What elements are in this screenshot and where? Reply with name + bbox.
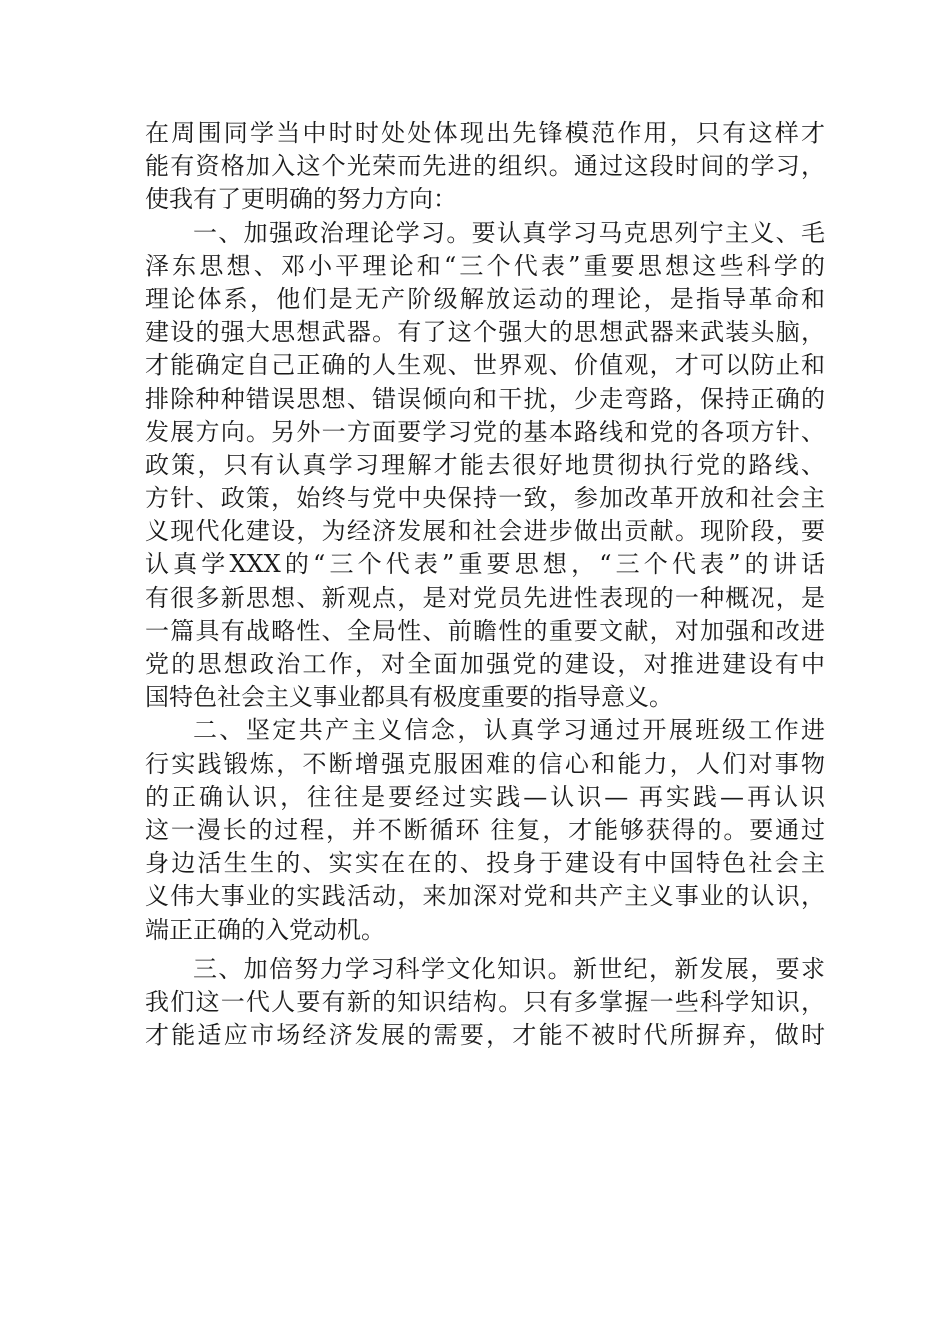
- paragraph-science-culture: [145, 953, 825, 1053]
- text-line: 泽东思想、邓小平理论和“三个代表”重要思想这些科学的: [145, 251, 825, 280]
- text-line: 发展方向。另外一方面要学习党的基本路线和党的各项方针、: [145, 417, 825, 446]
- text-line: 国特色社会主义事业都具有极度重要的指导意义。: [145, 683, 673, 712]
- text-line: 一篇具有战略性、全局性、前瞻性的重要文献，对加强和改进: [145, 616, 825, 645]
- text-line: 一、加强政治理论学习。要认真学习马克思列宁主义、毛: [193, 218, 825, 247]
- text-line: 二、坚定共产主义信念，认真学习通过开展班级工作进: [193, 716, 825, 745]
- text-line: 才能适应市场经济发展的需要，才能不被时代所摒弃，做时: [145, 1021, 825, 1050]
- text-line: 党的思想政治工作，对全面加强党的建设，对推进建设有中: [145, 650, 825, 678]
- text-line: 身边活生生的、实实在在的、投身于建设有中国特色社会主: [145, 849, 825, 878]
- text-line: 这一漫长的过程，并不断循环 往复，才能够获得的。要通过: [145, 815, 825, 844]
- text-line: 认真学XXX的“三个代表”重要思想，“三个代表”的讲话: [145, 550, 825, 579]
- text-line: 政策，只有认真学习理解才能去很好地贯彻执行党的路线、: [145, 450, 825, 479]
- text-line: 义伟大事业的实践活动，来加深对党和共产主义事业的认识，: [145, 882, 825, 911]
- text-line: 方针、政策，始终与党中央保持一致，参加改革开放和社会主: [145, 484, 825, 513]
- document-body: [145, 117, 825, 1052]
- text-line: 义现代化建设，为经济发展和社会进步做出贡献。现阶段，要: [145, 517, 825, 546]
- text-line: 理论体系，他们是无产阶级解放运动的理论，是指导革命和: [145, 284, 825, 313]
- paragraph-political-theory: [145, 217, 825, 715]
- text-line: 才能确定自己正确的人生观、世界观、价值观，才可以防止和: [145, 351, 825, 380]
- text-line: 排除种种错误思想、错误倾向和干扰，少走弯路，保持正确的: [145, 384, 825, 413]
- text-line: 在周围同学当中时时处处体现出先锋模范作用，只有这样才: [145, 119, 825, 147]
- paragraph-intro: [145, 117, 825, 217]
- paragraph-communist-belief: [145, 714, 825, 946]
- text-line: 有很多新思想、新观点，是对党员先进性表现的一种概况，是: [145, 583, 825, 612]
- text-line: 使我有了更明确的努力方向：: [145, 185, 457, 214]
- text-line: 行实践锻炼，不断增强克服困难的信心和能力，人们对事物: [145, 749, 825, 778]
- text-line: 我们这一代人要有新的知识结构。只有多掌握一些科学知识，: [145, 987, 825, 1016]
- text-line: 能有资格加入这个光荣而先进的组织。通过这段时间的学习，: [145, 152, 825, 181]
- text-line: 三、加倍努力学习科学文化知识。新世纪，新发展，要求: [193, 954, 825, 983]
- text-line: 的正确认识，往往是要经过实践—认识— 再实践—再认识: [145, 782, 825, 811]
- text-line: 建设的强大思想武器。有了这个强大的思想武器来武装头脑，: [145, 318, 825, 347]
- text-line: 端正正确的入党动机。: [145, 915, 385, 944]
